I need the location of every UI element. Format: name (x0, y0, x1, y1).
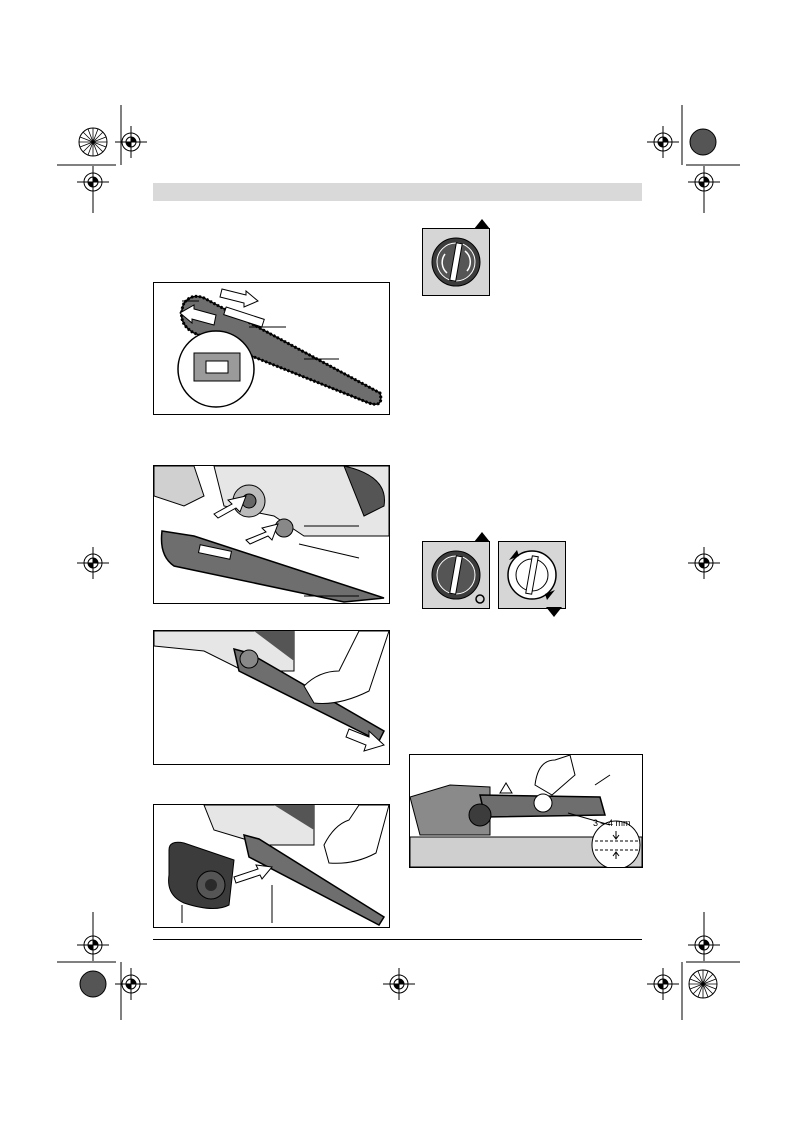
figure-chain-tension (153, 630, 390, 765)
color-calibration-target-icon (690, 129, 716, 155)
tension-dial-icon (499, 542, 565, 608)
figure-chain-cover (153, 804, 390, 928)
direction-arrow-icon (220, 289, 258, 307)
figure-tension-dial (422, 228, 490, 296)
registration-crosshair-icon (647, 968, 679, 1000)
figure-chain-slack (409, 754, 643, 868)
gap-measure-label: 3 – 4 mm (593, 818, 631, 828)
registration-crosshair-icon (383, 968, 415, 1000)
registration-crosshair-icon (115, 968, 147, 1000)
color-calibration-target-icon (689, 970, 717, 998)
direction-arrow-icon (246, 524, 278, 544)
tension-dial-icon (423, 229, 489, 295)
registration-crosshair-icon (688, 166, 720, 198)
color-calibration-target-icon (80, 971, 106, 997)
figure-bar-mounting (153, 465, 390, 604)
registration-crosshair-icon (688, 929, 720, 961)
registration-crosshair-icon (688, 547, 720, 579)
registration-crosshair-icon (647, 126, 679, 158)
header-band (153, 183, 642, 201)
figure-dial-tighten (498, 541, 566, 609)
corner-arrow-icon (474, 532, 490, 542)
chain-slack-illustration (410, 755, 642, 867)
corner-arrow-icon (546, 607, 562, 617)
tension-dial-icon (423, 542, 489, 608)
footer-rule (153, 939, 642, 940)
registration-crosshair-icon (77, 166, 109, 198)
corner-arrow-icon (474, 219, 490, 229)
figure-chain-on-bar (153, 282, 390, 415)
chain-tension-illustration (154, 631, 389, 764)
direction-arrow-icon (234, 865, 272, 883)
registration-crosshair-icon (77, 547, 109, 579)
color-calibration-target-icon (79, 128, 107, 156)
chain-cover-illustration (154, 805, 389, 927)
chain-bar-illustration (154, 283, 389, 414)
figure-dial-loosen (422, 541, 490, 609)
bar-mounting-illustration (154, 466, 389, 603)
registration-crosshair-icon (77, 929, 109, 961)
direction-arrow-icon (500, 783, 512, 793)
registration-crosshair-icon (115, 126, 147, 158)
